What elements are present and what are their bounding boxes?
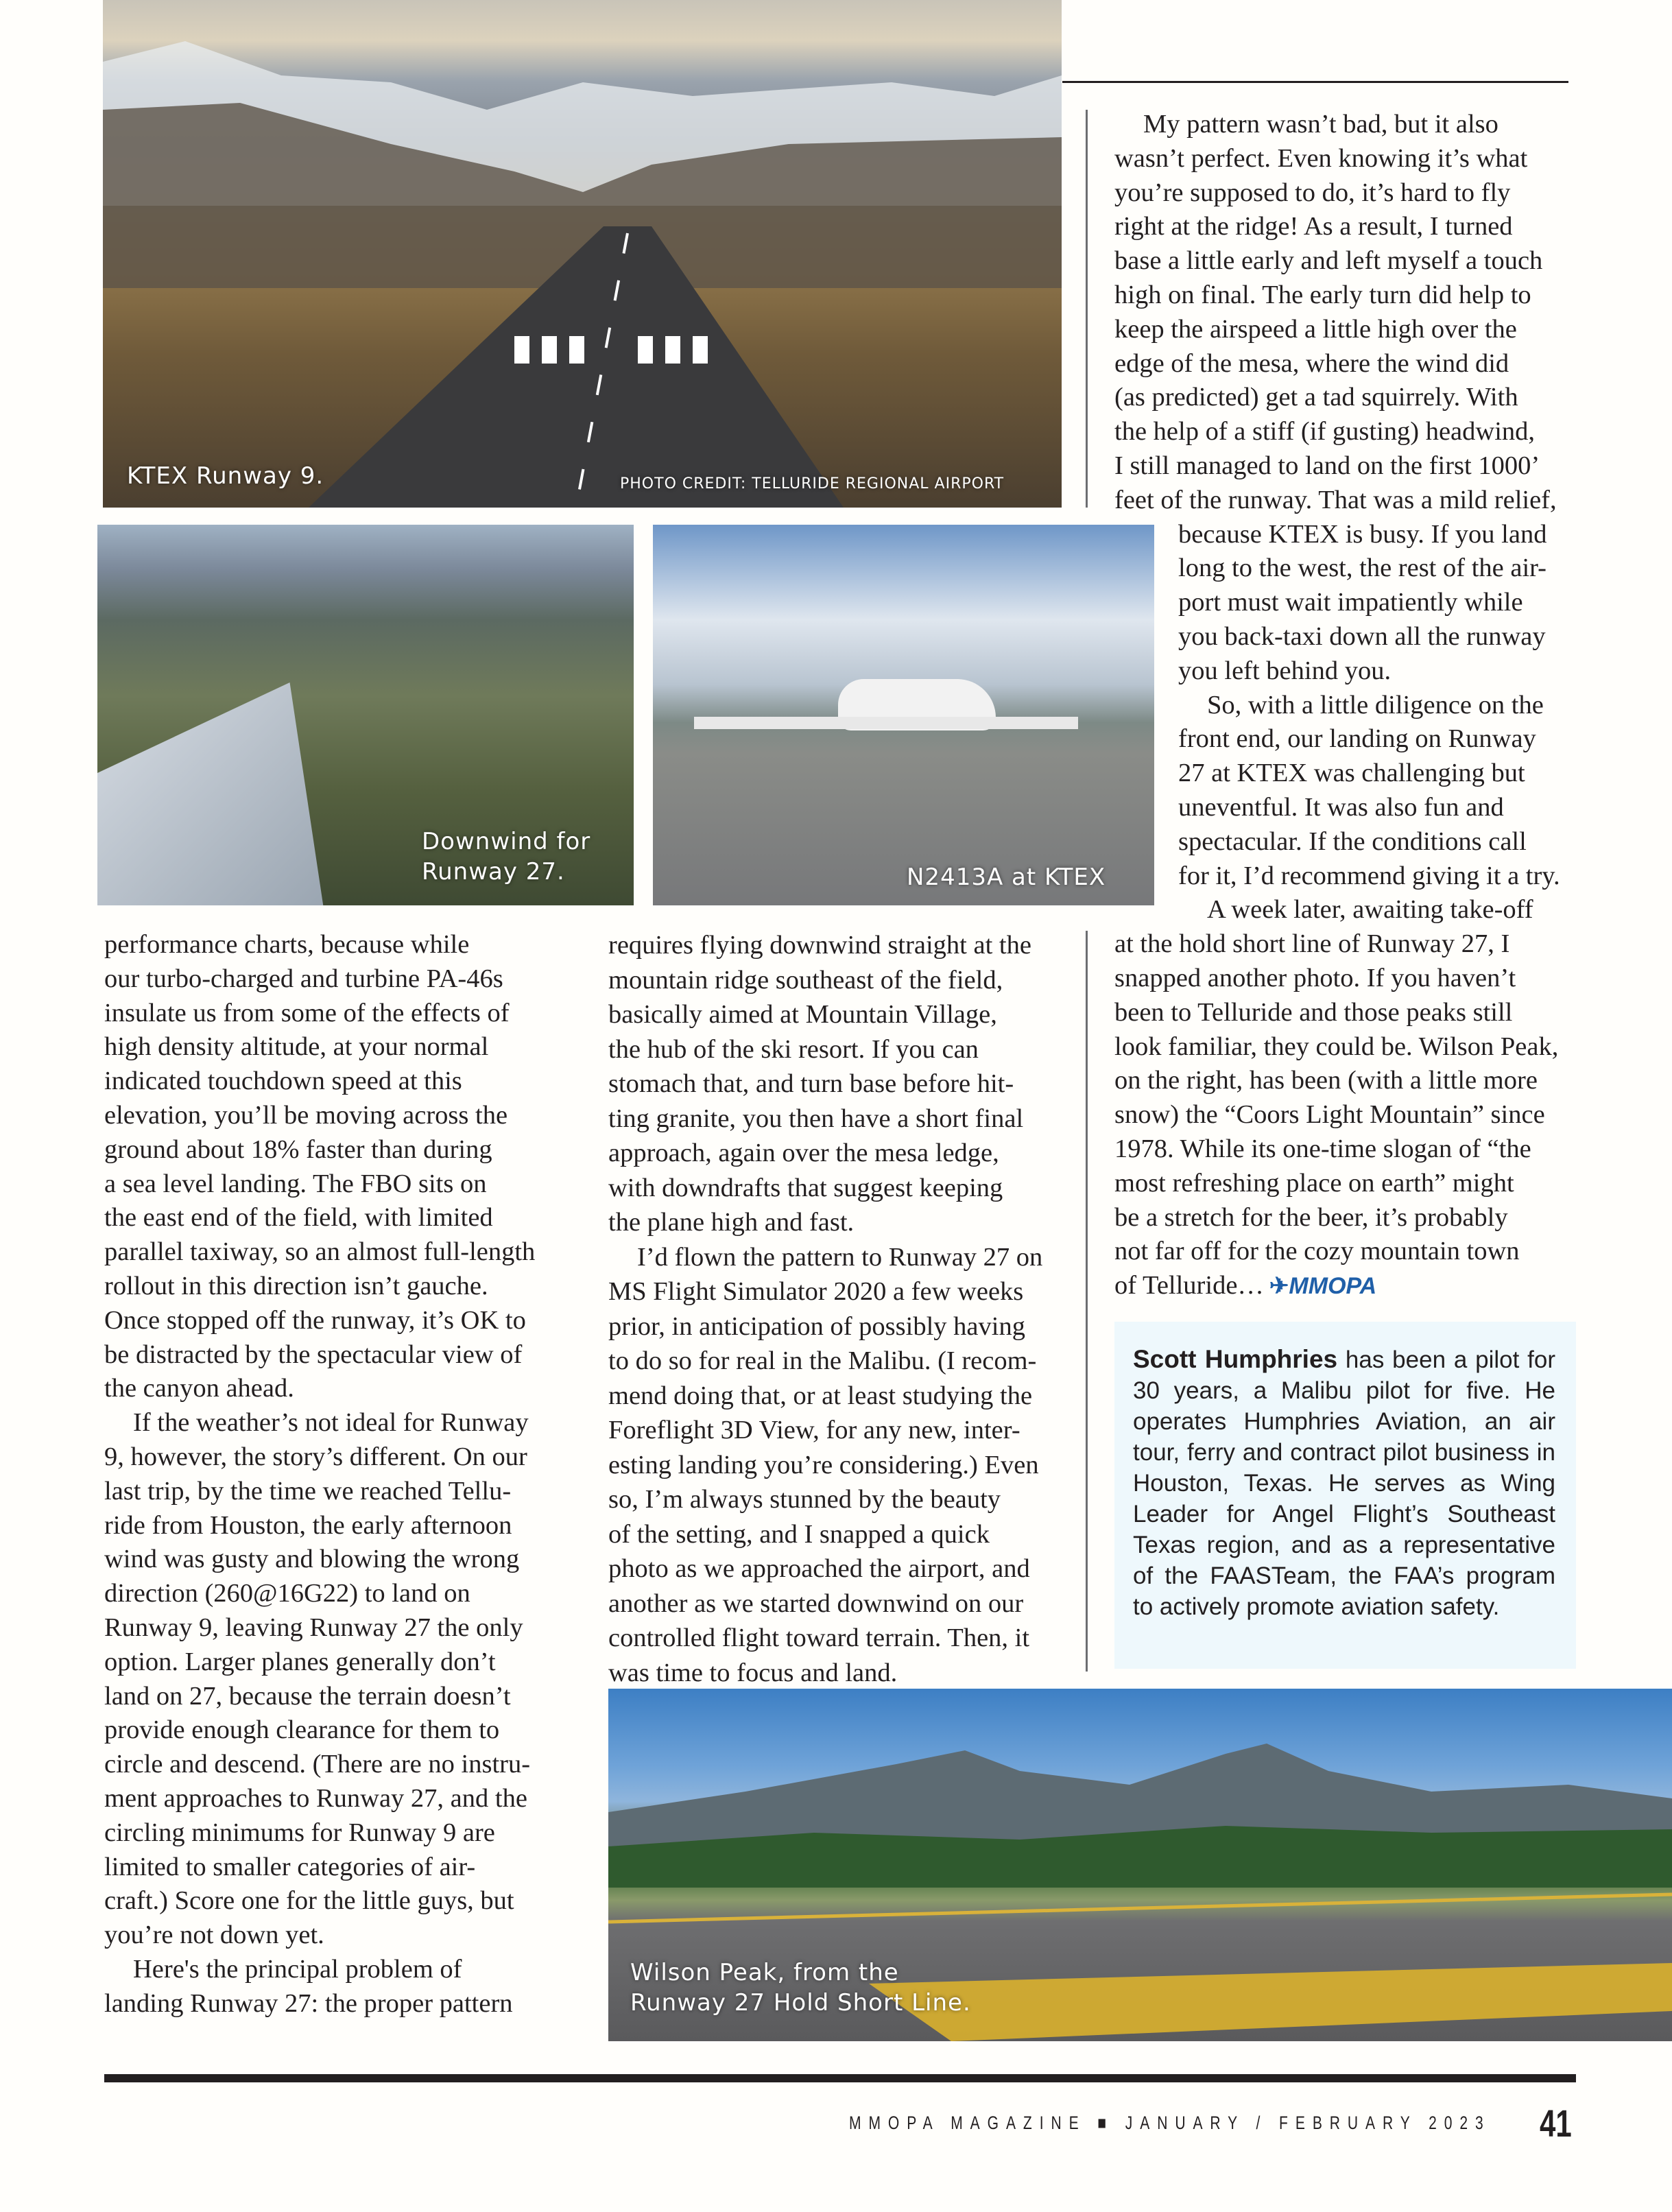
text-line: ting granite, you then have a short final bbox=[608, 1104, 1024, 1133]
photo-caption: KTEX Runway 9. bbox=[127, 462, 324, 490]
page-number: 41 bbox=[1540, 2102, 1572, 2145]
text-line: port must wait impatiently while bbox=[1178, 588, 1523, 617]
caption-line: Runway 27 Hold Short Line. bbox=[630, 1989, 971, 2017]
text-line: last trip, by the time we reached Tellu- bbox=[104, 1476, 512, 1506]
text-line: uneventful. It was also fun and bbox=[1178, 792, 1504, 822]
photo-caption bbox=[422, 826, 590, 887]
text-line: mend doing that, or at least studying the bbox=[608, 1381, 1033, 1410]
caption-line: Downwind for bbox=[422, 828, 591, 855]
text-line: 9, however, the story’s different. On our bbox=[104, 1442, 527, 1471]
text-line: you’re not down yet. bbox=[104, 1920, 324, 1950]
footer-rule bbox=[104, 2074, 1576, 2082]
text-line: ride from Houston, the early afternoon bbox=[104, 1510, 512, 1540]
text-line: you back-taxi down all the runway bbox=[1178, 621, 1546, 651]
bio-text: has been a pilot for 30 years, a Malibu pilot for five. He operates Humphries Aviation, an air tour, ferry and contract pilot business in Houston, Texas. He serves as Wing Leader for Angel Flight’s Southeast Texas region, and as a representative of the FAASTeam, the FAA’s program to actively promote aviation safety. bbox=[1133, 1346, 1555, 1620]
text-line: keep the airspeed a little high over the bbox=[1114, 314, 1517, 344]
text-line: esting landing you’re considering.) Even bbox=[608, 1450, 1039, 1479]
text-line: to do so for real in the Malibu. (I recom- bbox=[608, 1346, 1037, 1375]
text-line: direction (260@16G22) to land on bbox=[104, 1579, 470, 1608]
caption-line: Wilson Peak, from the bbox=[630, 1959, 899, 1986]
text-line: basically aimed at Mountain Village, bbox=[608, 1000, 997, 1029]
text-line: photo as we approached the airport, and bbox=[608, 1554, 1030, 1583]
text-line: I’d flown the pattern to Runway 27 on bbox=[637, 1242, 1043, 1272]
text-line: was time to focus and land. bbox=[608, 1658, 898, 1687]
text-line: at the hold short line of Runway 27, I bbox=[1114, 929, 1510, 959]
logo-text: MMOPA bbox=[1289, 1273, 1377, 1300]
text-line: requires flying downwind straight at the bbox=[608, 931, 1031, 960]
text-line: land on 27, because the terrain doesn’t bbox=[104, 1681, 511, 1711]
text-line: prior, in anticipation of possibly having bbox=[608, 1311, 1025, 1341]
text-line: Foreflight 3D View, for any new, inter- bbox=[608, 1416, 1020, 1444]
author-name: Scott Humphries bbox=[1133, 1345, 1338, 1373]
wing-shape bbox=[97, 682, 324, 905]
text-line: you’re supposed to do, it’s hard to fly bbox=[1114, 178, 1511, 207]
text-line: long to the west, the rest of the air- bbox=[1178, 554, 1547, 583]
text-line: edge of the mesa, where the wind did bbox=[1114, 348, 1509, 378]
column-3 bbox=[1114, 108, 1581, 1304]
text-line: wind was gusty and blowing the wrong bbox=[104, 1545, 520, 1574]
text-line: high density altitude, at your normal bbox=[104, 1032, 489, 1062]
text-line: provide enough clearance for them to bbox=[104, 1715, 500, 1745]
column-2 bbox=[608, 928, 1068, 1690]
text-line bbox=[1114, 1269, 1581, 1304]
text-line: be distracted by the spectacular view of bbox=[104, 1340, 523, 1369]
column-divider bbox=[1086, 931, 1088, 1672]
text-line: A week later, awaiting take-off bbox=[1207, 895, 1533, 925]
text-line: If the weather’s not ideal for Runway bbox=[133, 1408, 529, 1438]
section-rule bbox=[1062, 81, 1568, 83]
text-line: parallel taxiway, so an almost full-length bbox=[104, 1237, 536, 1267]
text-line: mountain ridge southeast of the field, bbox=[608, 965, 1003, 995]
text-line: right at the ridge! As a result, I turned bbox=[1114, 212, 1513, 241]
text-line: Here's the principal problem of bbox=[133, 1954, 462, 1984]
text-line-end: of Telluride… bbox=[1114, 1271, 1264, 1300]
mmopa-logo bbox=[1269, 1270, 1376, 1304]
text-line: the hub of the ski resort. If you can bbox=[608, 1034, 979, 1064]
footer-text bbox=[849, 2113, 1491, 2134]
text-line: with downdrafts that suggest keeping bbox=[608, 1173, 1003, 1202]
text-line: indicated touchdown speed at this bbox=[104, 1067, 462, 1096]
text-line: feet of the runway. That was a mild relief, bbox=[1114, 485, 1557, 514]
photo-caption: N2413A at KTEX bbox=[907, 864, 1106, 891]
text-line: the plane high and fast. bbox=[608, 1208, 855, 1237]
magazine-name: MMOPA MAGAZINE bbox=[849, 2113, 1086, 2133]
text-line: circle and descend. (There are no instru- bbox=[104, 1750, 531, 1779]
plane-icon: ✈ bbox=[1269, 1273, 1289, 1300]
text-line: controlled flight toward terrain. Then, it bbox=[608, 1624, 1030, 1652]
text-line: MS Flight Simulator 2020 a few weeks bbox=[608, 1277, 1024, 1306]
text-line: craft.) Score one for the little guys, but bbox=[104, 1886, 514, 1916]
text-line: another as we started downwind on our bbox=[608, 1589, 1024, 1618]
text-line: be a stretch for the beer, it’s probably bbox=[1114, 1202, 1508, 1232]
text-line: limited to smaller categories of air- bbox=[104, 1852, 476, 1881]
text-line: you left behind you. bbox=[1178, 656, 1392, 685]
text-line: the help of a stiff (if gusting) headwind, bbox=[1114, 417, 1536, 447]
text-line: stomach that, and turn base before hit- bbox=[608, 1069, 1014, 1098]
photo-downwind bbox=[97, 525, 634, 905]
photo-runway-9 bbox=[103, 0, 1062, 508]
text-line: circling minimums for Runway 9 are bbox=[104, 1818, 495, 1847]
text-line: Runway 9, leaving Runway 27 the only bbox=[104, 1613, 523, 1642]
text-line: for it, I’d recommend giving it a try. bbox=[1178, 861, 1560, 890]
caption-line: Runway 27. bbox=[422, 858, 565, 885]
text-line: rollout in this direction isn’t gauche. bbox=[104, 1271, 488, 1300]
text-line: landing Runway 27: the proper pattern bbox=[104, 1988, 513, 2018]
photo-wilson-peak bbox=[608, 1689, 1672, 2041]
photo-credit: PHOTO CREDIT: TELLURIDE REGIONAL AIRPORT bbox=[620, 475, 1005, 492]
text-line: I still managed to land on the first 1000’ bbox=[1114, 451, 1540, 480]
text-line: wasn’t perfect. Even knowing it’s what bbox=[1114, 143, 1528, 173]
photo-aircraft bbox=[653, 525, 1154, 905]
text-line: insulate us from some of the effects of bbox=[104, 998, 510, 1027]
text-line: the canyon ahead. bbox=[104, 1374, 294, 1403]
text-line: the east end of the field, with limited bbox=[104, 1203, 493, 1233]
text-line: our turbo-charged and turbine PA-46s bbox=[104, 964, 503, 993]
text-line: a sea level landing. The FBO sits on bbox=[104, 1169, 487, 1198]
text-line: on the right, has been (with a little more bbox=[1114, 1066, 1538, 1095]
text-line: snow) the “Coors Light Mountain” since bbox=[1114, 1100, 1545, 1130]
text-line: elevation, you’ll be moving across the bbox=[104, 1100, 508, 1130]
text-line: 1978. While its one-time slogan of “the bbox=[1114, 1134, 1531, 1163]
square-bullet-icon: ■ bbox=[1097, 2113, 1114, 2133]
text-line: look familiar, they could be. Wilson Peak, bbox=[1114, 1032, 1559, 1061]
text-line: ground about 18% faster than during bbox=[104, 1134, 492, 1164]
text-line: Once stopped off the runway, it’s OK to bbox=[104, 1305, 526, 1335]
author-bio bbox=[1114, 1322, 1576, 1669]
aircraft-wing bbox=[694, 717, 1078, 729]
text-line: front end, our landing on Runway bbox=[1178, 724, 1536, 754]
text-line: 27 at KTEX was challenging but bbox=[1178, 759, 1525, 788]
text-line: not far off for the cozy mountain town bbox=[1114, 1237, 1520, 1266]
text-line: option. Larger planes generally don’t bbox=[104, 1647, 496, 1676]
text-line: so, I’m always stunned by the beauty bbox=[608, 1485, 1001, 1514]
text-line: My pattern wasn’t bad, but it also bbox=[1143, 110, 1498, 139]
column-divider bbox=[1086, 110, 1088, 508]
text-line: approach, again over the mesa ledge, bbox=[608, 1139, 999, 1167]
text-line: because KTEX is busy. If you land bbox=[1178, 519, 1547, 549]
text-line: most refreshing place on earth” might bbox=[1114, 1168, 1514, 1198]
text-line: spectacular. If the conditions call bbox=[1178, 826, 1527, 856]
text-line: been to Telluride and those peaks still bbox=[1114, 997, 1513, 1027]
text-line: of the setting, and I snapped a quick bbox=[608, 1519, 990, 1549]
text-line: ment approaches to Runway 27, and the bbox=[104, 1783, 527, 1813]
text-line: (as predicted) get a tad squirrely. With bbox=[1114, 383, 1518, 412]
column-1 bbox=[104, 928, 557, 2021]
text-line: high on final. The early turn did help to bbox=[1114, 280, 1531, 309]
text-line: snapped another photo. If you haven’t bbox=[1114, 963, 1516, 992]
issue-date: JANUARY / FEBRUARY 2023 bbox=[1125, 2113, 1491, 2133]
text-line: performance charts, because while bbox=[104, 930, 470, 959]
text-line: So, with a little diligence on the bbox=[1207, 690, 1544, 720]
runway-illustration bbox=[103, 0, 1062, 508]
text-line: base a little early and left myself a touch bbox=[1114, 246, 1543, 276]
photo-caption bbox=[630, 1958, 971, 2018]
